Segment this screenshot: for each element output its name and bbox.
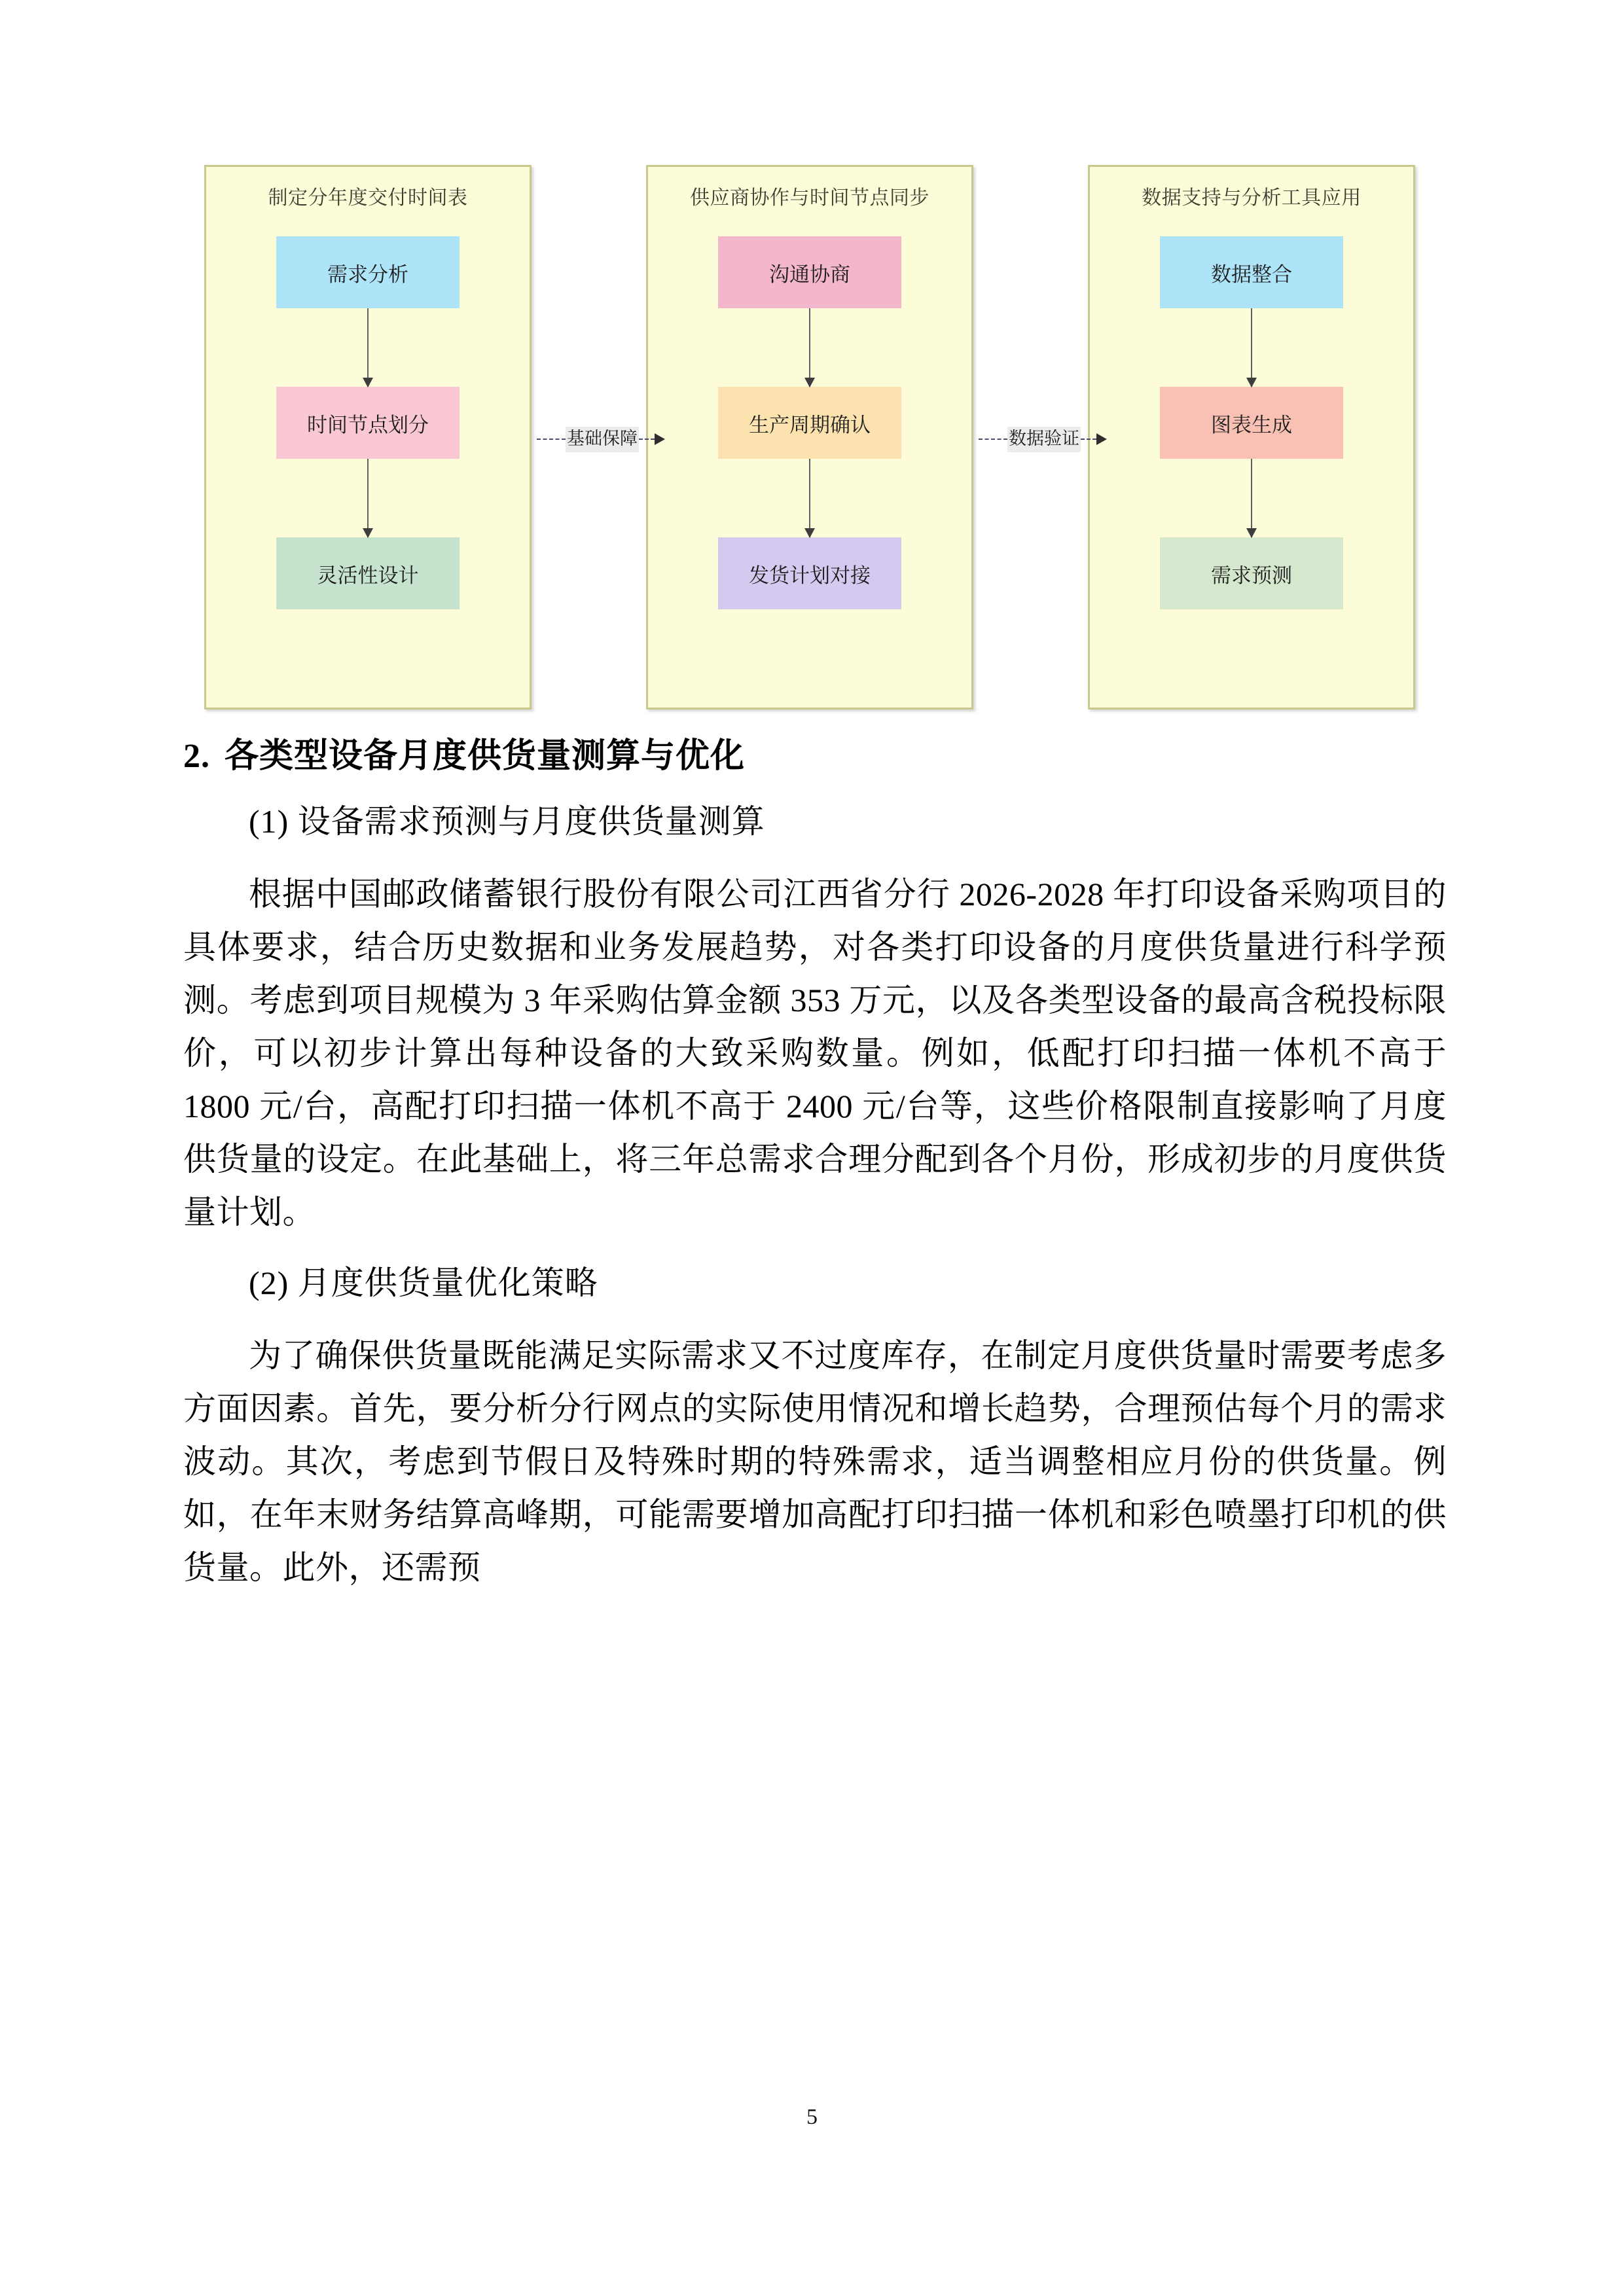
process-flow-diagram <box>204 165 1415 709</box>
document-body <box>183 740 1447 1598</box>
dashed-line-icon <box>537 439 566 440</box>
arrow-right-icon <box>1096 433 1107 445</box>
subheading-2: (2) 月度供货量优化策略 <box>249 1265 598 1301</box>
flow-node-flexible-design <box>276 537 460 609</box>
diagram-panel-delivery-schedule <box>204 165 532 709</box>
arrow-down-icon <box>809 459 810 537</box>
dashed-line-icon <box>1081 439 1096 440</box>
panel-title: 数据支持与分析工具应用 <box>1142 187 1362 209</box>
flow-node-data-integration <box>1160 236 1343 308</box>
flow-node-label: 发货计划对接 <box>749 564 871 588</box>
arrow-down-icon <box>367 308 369 387</box>
flow-node-milestone-split <box>276 387 460 459</box>
paragraph-1: 根据中国邮政储蓄银行股份有限公司江西省分行 2026-2028 年打印设备采购项目的具体要求，结合历史数据和业务发展趋势，对各类打印设备的月度供货量进行科学预测。考虑到项目规模为 3 年采购估算金额 353 万元，以及各类型设备的最高含税投标限价，可以初步计算出每种设备的大致采购数量。例如，低配打印扫描一体机不高于 1800 元/台，高配打印扫描一体机不高于 2400 元/台等，这些价格限制直接影响了月度供货量的设定。在此基础上，将三年总需求合理分配到各个月份，形成初步的月度供货量计划。 <box>183 876 1447 1230</box>
connector-basic-guarantee <box>537 425 665 454</box>
page-title: 各类型设备月度供货量测算与优化 <box>225 738 746 775</box>
arrow-right-icon <box>655 433 665 445</box>
dashed-line-icon <box>979 439 1007 440</box>
connector-data-validation <box>979 425 1107 454</box>
arrow-down-icon <box>809 308 810 387</box>
flow-node-label: 生产周期确认 <box>749 413 871 437</box>
dashed-line-icon <box>639 439 655 440</box>
flow-node-label: 灵活性设计 <box>317 564 419 588</box>
heading-number: 2. <box>183 738 210 775</box>
connector-label: 基础保障 <box>566 427 639 452</box>
heading-level-2 <box>183 740 1447 774</box>
page-number: 5 <box>806 2105 818 2129</box>
flow-node-requirement-analysis <box>276 236 460 308</box>
flow-node-production-cycle <box>718 387 901 459</box>
arrow-down-icon <box>367 459 369 537</box>
flow-node-chart-generation <box>1160 387 1343 459</box>
flow-node-label: 时间节点划分 <box>307 413 429 437</box>
flow-node-label: 需求分析 <box>327 262 408 287</box>
diagram-panel-data-tools <box>1088 165 1415 709</box>
paragraph-2: 为了确保供货量既能满足实际需求又不过度库存，在制定月度供货量时需要考虑多方面因素。首先，要分析分行网点的实际使用情况和增长趋势，合理预估每个月的需求波动。其次，考虑到节假日及特殊时期的特殊需求，适当调整相应月份的供货量。例如，在年末财务结算高峰期，可能需要增加高配打印扫描一体机和彩色喷墨打印机的供货量。此外，还需预 <box>183 1337 1447 1586</box>
flow-node-label: 图表生成 <box>1211 413 1292 437</box>
flow-node-demand-forecast <box>1160 537 1343 609</box>
diagram-panel-supplier-sync <box>646 165 973 709</box>
panel-title: 制定分年度交付时间表 <box>268 187 468 209</box>
flow-node-communication <box>718 236 901 308</box>
flow-node-label: 需求预测 <box>1211 564 1292 588</box>
panel-title: 供应商协作与时间节点同步 <box>690 187 929 209</box>
flow-node-shipping-plan <box>718 537 901 609</box>
subheading-1: (1) 设备需求预测与月度供货量测算 <box>249 803 765 840</box>
connector-label: 数据验证 <box>1007 427 1081 452</box>
flow-node-label: 数据整合 <box>1211 262 1292 287</box>
diagram-panel-row <box>204 165 1415 709</box>
flow-node-label: 沟通协商 <box>769 262 850 287</box>
arrow-down-icon <box>1251 459 1252 537</box>
arrow-down-icon <box>1251 308 1252 387</box>
